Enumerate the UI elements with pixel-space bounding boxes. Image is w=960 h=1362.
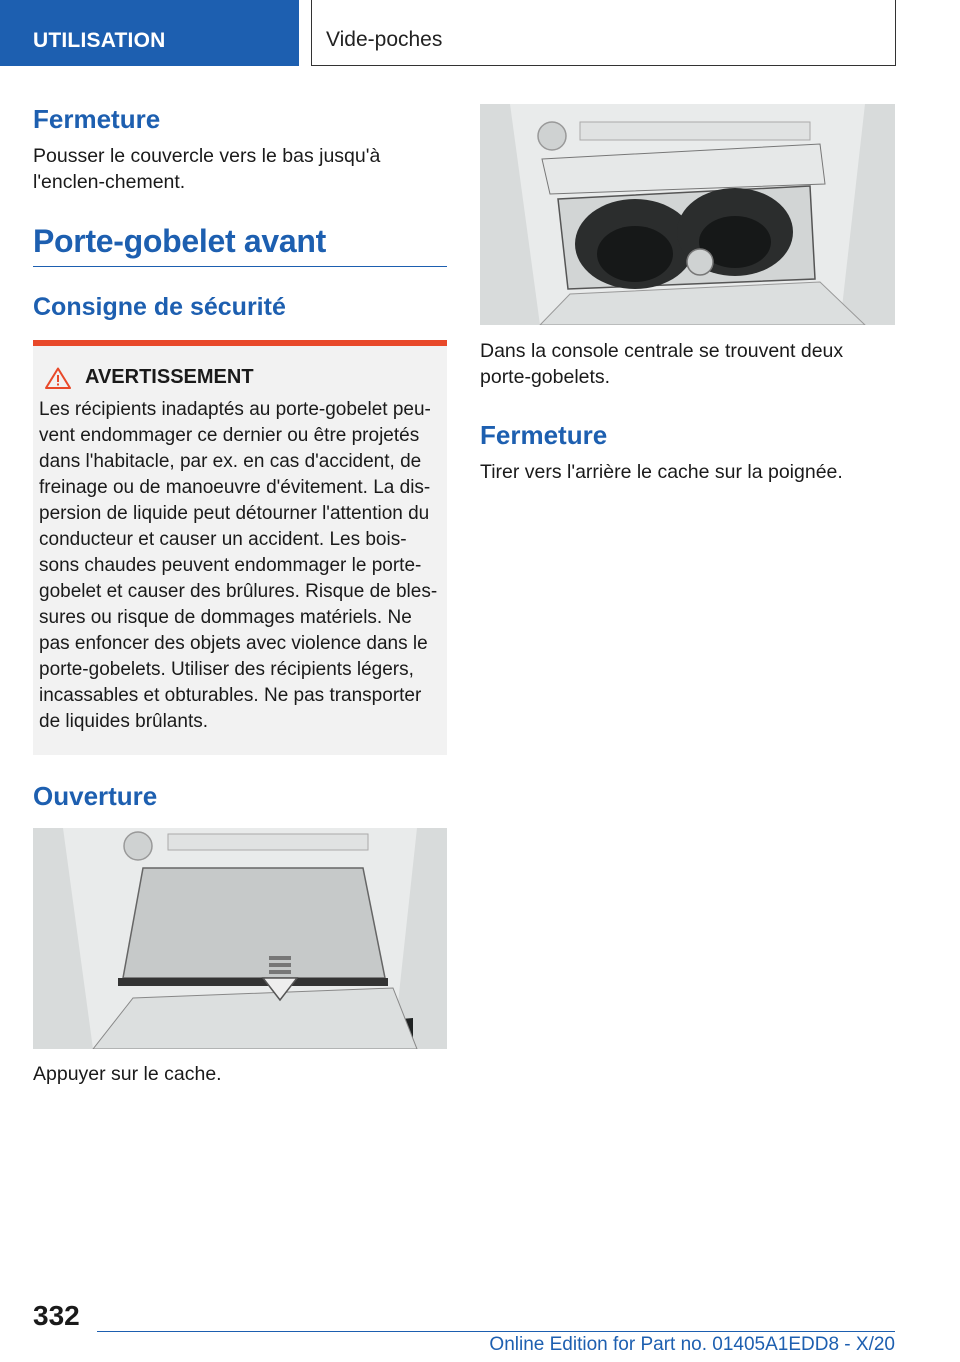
opening-heading: Ouverture bbox=[33, 781, 158, 811]
cupholder-image bbox=[480, 104, 895, 325]
opening-image bbox=[33, 828, 447, 1049]
console-caption: Dans la console centrale se trouvent deux porte-gobelets. bbox=[480, 340, 844, 388]
footer-divider bbox=[97, 1331, 895, 1332]
warning-box bbox=[33, 340, 447, 755]
closing-heading: Fermeture bbox=[33, 104, 161, 134]
warning-triangle-icon bbox=[45, 367, 71, 389]
right-closing-heading: Fermeture bbox=[480, 420, 608, 450]
warning-label: AVERTISSEMENT bbox=[85, 366, 254, 388]
safety-heading: Consigne de sécurité bbox=[33, 293, 286, 321]
page-number: 332 bbox=[33, 1300, 80, 1331]
right-closing-text: Tirer vers l'arrière le cache sur la poignée. bbox=[480, 461, 843, 483]
footer-edition: Online Edition for Part no. 01405A1EDD8 - X/20 bbox=[489, 1334, 895, 1355]
left-column bbox=[33, 104, 447, 1087]
main-heading: Porte-gobelet avant bbox=[33, 223, 447, 267]
right-column bbox=[480, 104, 895, 485]
cupholder-illustration bbox=[480, 104, 895, 325]
closing-text: Pousser le couvercle vers le bas jusqu'à l'enclen-chement. bbox=[33, 145, 381, 193]
warning-title bbox=[39, 366, 439, 389]
header-section-tab: UTILISATION bbox=[0, 0, 299, 66]
console-cover-illustration bbox=[33, 828, 447, 1049]
opening-caption: Appuyer sur le cache. bbox=[33, 1063, 222, 1085]
header-chapter-tab: Vide-poches bbox=[311, 0, 896, 66]
warning-text: Les récipients inadaptés au porte-gobelet peu-vent endommager ce dernier ou être projetés dans l'habitacle, par ex. en cas d'accident, de freinage ou de manoeuvre d'évitement. La dis-persion de liquide peut détourner l'attention du conducteur et causer un accident. Les bois-sons chaudes peuvent endommager le porte-gobelet et causer des brûlures. Risque de bles-sures ou risque de dommages matériels. Ne pas enfoncer des objets avec violence dans le porte-gobelets. Utiliser des récipients légers, incassables et obturables. Ne pas transporter de liquides brûlants. bbox=[39, 399, 438, 732]
